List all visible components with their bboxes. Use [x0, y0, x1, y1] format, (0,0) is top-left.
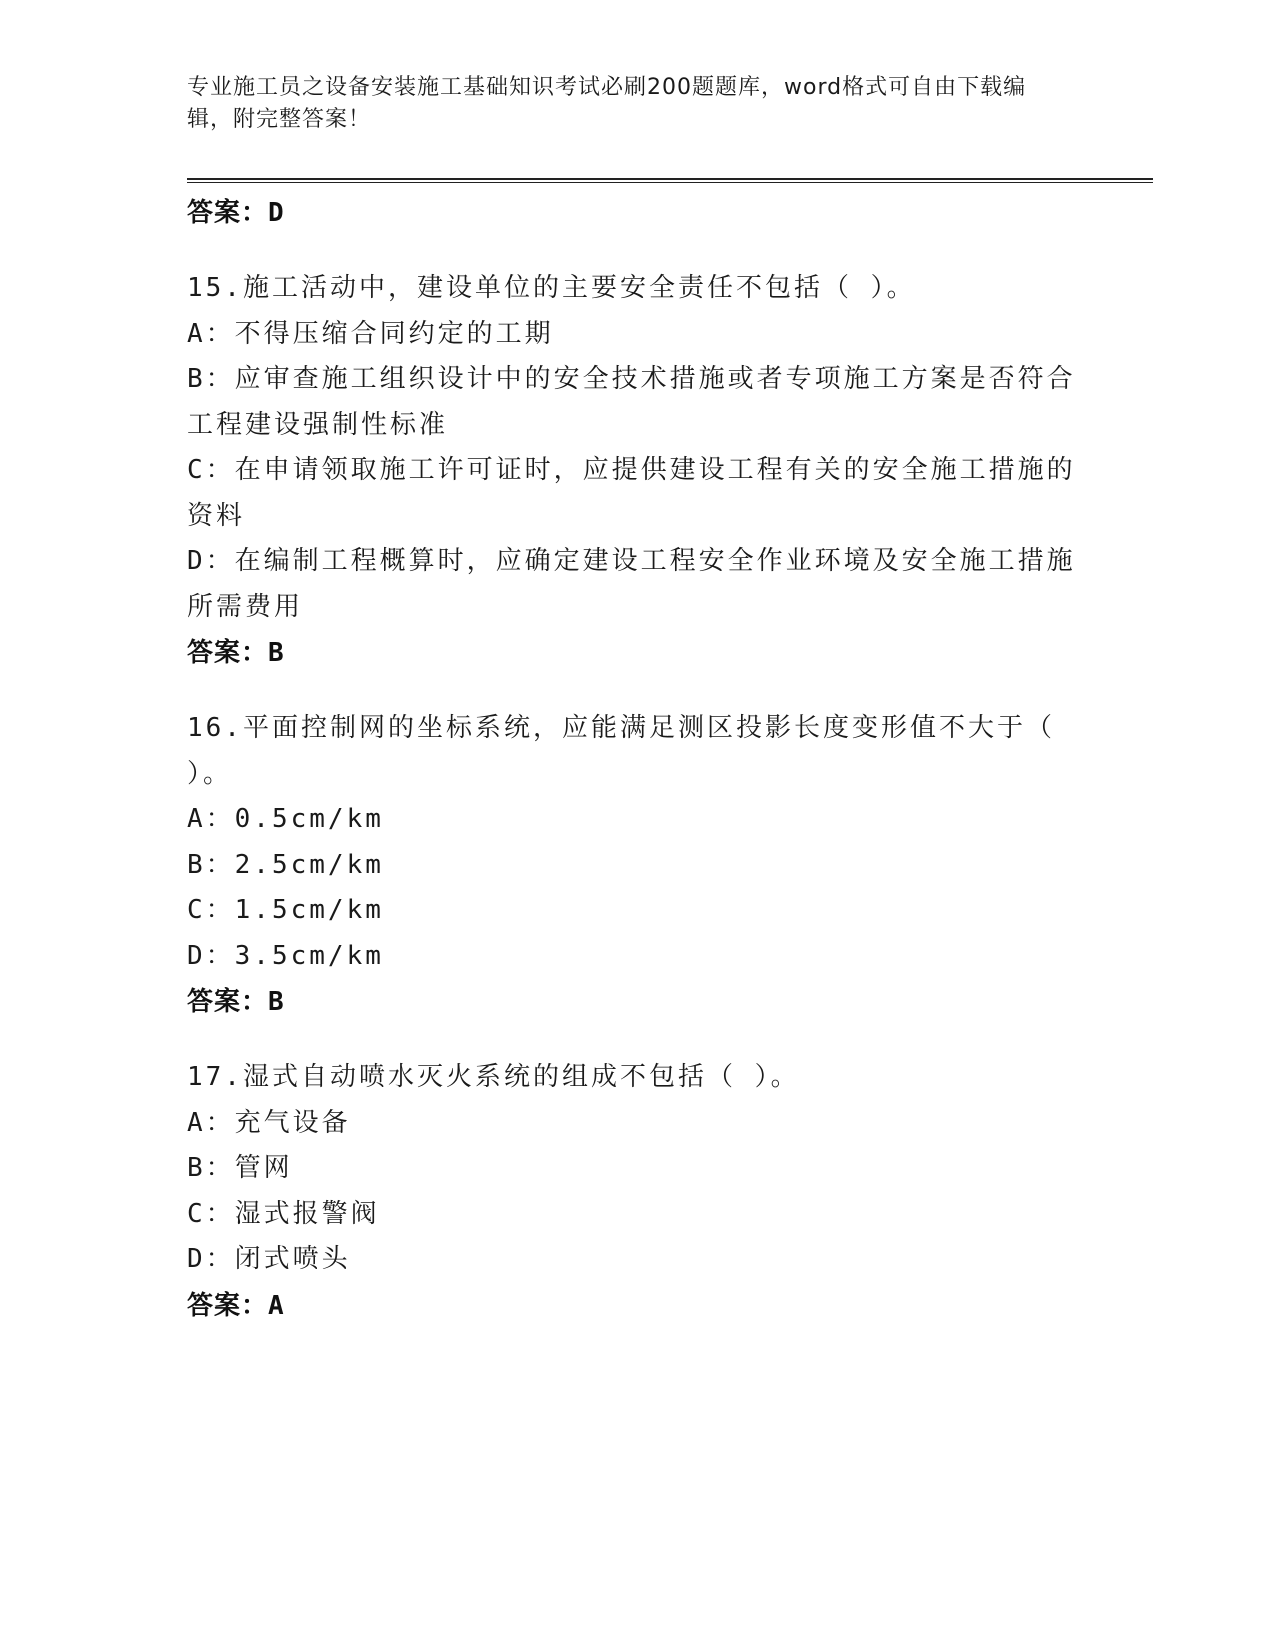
option-c: C：1.5cm/km: [187, 895, 384, 925]
answer-line: 答案：D: [187, 198, 285, 228]
header-title: 专业施工员之设备安装施工基础知识考试必刷200题题库，word格式可自由下载编辑，附完整答案！: [187, 75, 1027, 132]
option-b: B：2.5cm/km: [187, 849, 384, 880]
answer-line: 答案：B: [187, 638, 285, 668]
option-c-continued: 资料: [187, 500, 246, 531]
option-c: C：在申请领取施工许可证时，应提供建设工程有关的安全施工措施的: [187, 455, 1076, 485]
option-d: D：在编制工程概算时，应确定建设工程安全作业环境及安全施工措施: [187, 546, 1076, 576]
question-stem: 15.施工活动中，建设单位的主要安全责任不包括（ ）。: [187, 273, 916, 303]
option-a: A：充气设备: [187, 1107, 351, 1138]
answer-line: 答案：A: [187, 1290, 285, 1321]
option-c: C：湿式报警阀: [187, 1198, 380, 1229]
option-b: B：管网: [187, 1153, 293, 1183]
question-15: [187, 266, 1087, 676]
question-stem: 17.湿式自动喷水灭火系统的组成不包括（ ）。: [187, 1062, 800, 1092]
option-a: A：0.5cm/km: [187, 804, 384, 834]
document-header: [187, 72, 1067, 136]
answer-line: 答案：B: [187, 987, 285, 1017]
header-divider: [187, 178, 1153, 183]
question-17: [187, 1055, 1087, 1329]
option-b-continued: 工程建设强制性标准: [187, 409, 449, 440]
question-16: [187, 706, 1087, 1025]
question-stem: 16.平面控制网的坐标系统，应能满足测区投影长度变形值不大于（: [187, 713, 1055, 743]
question-stem-continued: ）。: [187, 758, 233, 789]
option-d: D：3.5cm/km: [187, 940, 384, 971]
option-a: A：不得压缩合同约定的工期: [187, 318, 554, 349]
option-d: D：闭式喷头: [187, 1244, 351, 1274]
document-body: [187, 190, 1087, 1329]
option-b: B：应审查施工组织设计中的安全技术措施或者专项施工方案是否符合: [187, 364, 1076, 394]
option-d-continued: 所需费用: [187, 591, 304, 622]
